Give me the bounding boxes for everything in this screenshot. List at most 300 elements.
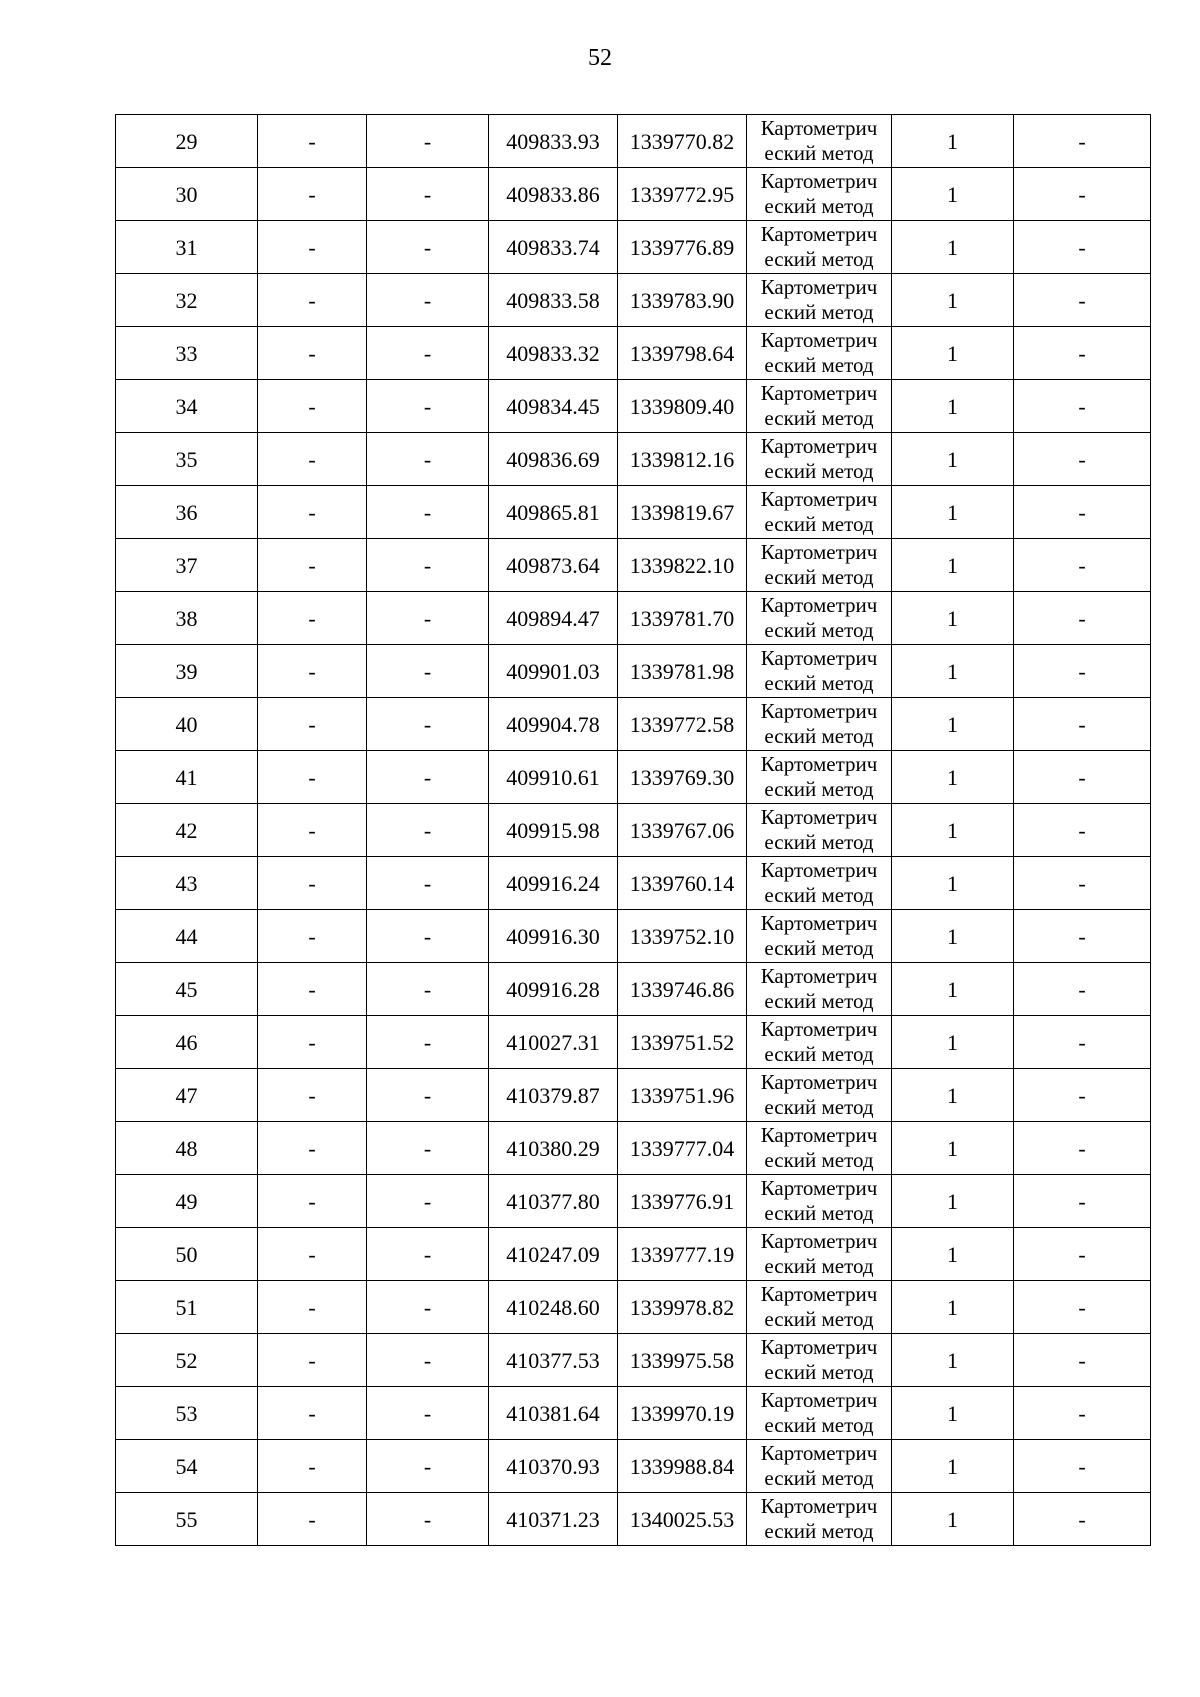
point-number-cell: 33	[116, 327, 258, 380]
empty-value-cell: -	[367, 592, 489, 645]
note-cell: -	[1014, 592, 1151, 645]
method-cell	[747, 327, 892, 380]
point-number-cell: 37	[116, 539, 258, 592]
note-cell: -	[1014, 804, 1151, 857]
accuracy-cell: 1	[892, 1228, 1014, 1281]
note-cell: -	[1014, 539, 1151, 592]
table-row	[116, 963, 1151, 1016]
point-number-cell: 39	[116, 645, 258, 698]
note-cell: -	[1014, 1122, 1151, 1175]
method-text-line-1: Картометрич	[760, 1229, 878, 1253]
note-cell: -	[1014, 751, 1151, 804]
accuracy-cell: 1	[892, 274, 1014, 327]
table-row	[116, 1175, 1151, 1228]
method-text-line-1: Картометрич	[760, 593, 878, 617]
method-cell	[747, 751, 892, 804]
table-row	[116, 1016, 1151, 1069]
note-cell: -	[1014, 1440, 1151, 1493]
method-text-line-2: еский метод	[764, 830, 874, 854]
method-text-line-1: Картометрич	[760, 434, 878, 458]
method-cell	[747, 1281, 892, 1334]
method-text-line-1: Картометрич	[760, 328, 878, 352]
accuracy-cell: 1	[892, 1493, 1014, 1546]
accuracy-cell: 1	[892, 115, 1014, 168]
method-text-line-2: еский метод	[764, 565, 874, 589]
method-text-line-1: Картометрич	[760, 1123, 878, 1147]
method-text-line-2: еский метод	[764, 618, 874, 642]
y-coordinate-cell: 1339772.95	[618, 168, 747, 221]
table-row	[116, 168, 1151, 221]
method-text-line-1: Картометрич	[760, 964, 878, 988]
table-row	[116, 910, 1151, 963]
method-cell	[747, 857, 892, 910]
note-cell: -	[1014, 168, 1151, 221]
note-cell: -	[1014, 963, 1151, 1016]
accuracy-cell: 1	[892, 645, 1014, 698]
x-coordinate-cell: 409836.69	[489, 433, 618, 486]
table-row	[116, 1228, 1151, 1281]
y-coordinate-cell: 1339751.52	[618, 1016, 747, 1069]
method-text-line-1: Картометрич	[760, 1335, 878, 1359]
x-coordinate-cell: 409916.28	[489, 963, 618, 1016]
empty-value-cell: -	[367, 1440, 489, 1493]
accuracy-cell: 1	[892, 1440, 1014, 1493]
x-coordinate-cell: 410377.53	[489, 1334, 618, 1387]
table-row	[116, 645, 1151, 698]
empty-value-cell: -	[367, 327, 489, 380]
table-row	[116, 1334, 1151, 1387]
x-coordinate-cell: 409916.30	[489, 910, 618, 963]
note-cell: -	[1014, 1175, 1151, 1228]
y-coordinate-cell: 1339752.10	[618, 910, 747, 963]
empty-value-cell: -	[258, 1387, 367, 1440]
empty-value-cell: -	[258, 804, 367, 857]
point-number-cell: 31	[116, 221, 258, 274]
note-cell: -	[1014, 910, 1151, 963]
method-text-line-1: Картометрич	[760, 1070, 878, 1094]
accuracy-cell: 1	[892, 1122, 1014, 1175]
method-text-line-2: еский метод	[764, 1095, 874, 1119]
method-text-line-2: еский метод	[764, 1466, 874, 1490]
method-cell	[747, 1228, 892, 1281]
method-text-line-1: Картометрич	[760, 1441, 878, 1465]
accuracy-cell: 1	[892, 963, 1014, 1016]
empty-value-cell: -	[367, 698, 489, 751]
method-text-line-1: Картометрич	[760, 540, 878, 564]
method-text-line-1: Картометрич	[760, 911, 878, 935]
table-row	[116, 1440, 1151, 1493]
point-number-cell: 53	[116, 1387, 258, 1440]
method-text-line-2: еский метод	[764, 512, 874, 536]
accuracy-cell: 1	[892, 327, 1014, 380]
method-text-line-1: Картометрич	[760, 1388, 878, 1412]
accuracy-cell: 1	[892, 1334, 1014, 1387]
x-coordinate-cell: 409833.32	[489, 327, 618, 380]
accuracy-cell: 1	[892, 486, 1014, 539]
x-coordinate-cell: 410248.60	[489, 1281, 618, 1334]
empty-value-cell: -	[367, 115, 489, 168]
y-coordinate-cell: 1339783.90	[618, 274, 747, 327]
x-coordinate-cell: 409915.98	[489, 804, 618, 857]
table-row	[116, 380, 1151, 433]
note-cell: -	[1014, 645, 1151, 698]
method-text-line-1: Картометрич	[760, 381, 878, 405]
method-text-line-2: еский метод	[764, 300, 874, 324]
method-text-line-1: Картометрич	[760, 222, 878, 246]
accuracy-cell: 1	[892, 698, 1014, 751]
method-text-line-2: еский метод	[764, 459, 874, 483]
accuracy-cell: 1	[892, 221, 1014, 274]
empty-value-cell: -	[258, 1334, 367, 1387]
y-coordinate-cell: 1339746.86	[618, 963, 747, 1016]
method-text-line-2: еский метод	[764, 1307, 874, 1331]
table-row	[116, 327, 1151, 380]
point-number-cell: 48	[116, 1122, 258, 1175]
accuracy-cell: 1	[892, 380, 1014, 433]
note-cell: -	[1014, 1228, 1151, 1281]
method-text-line-2: еский метод	[764, 1254, 874, 1278]
accuracy-cell: 1	[892, 751, 1014, 804]
method-text-line-2: еский метод	[764, 406, 874, 430]
accuracy-cell: 1	[892, 857, 1014, 910]
table-row	[116, 1069, 1151, 1122]
y-coordinate-cell: 1339819.67	[618, 486, 747, 539]
empty-value-cell: -	[367, 1228, 489, 1281]
empty-value-cell: -	[258, 1016, 367, 1069]
accuracy-cell: 1	[892, 1016, 1014, 1069]
x-coordinate-cell: 409865.81	[489, 486, 618, 539]
empty-value-cell: -	[258, 327, 367, 380]
empty-value-cell: -	[258, 1228, 367, 1281]
method-cell	[747, 698, 892, 751]
method-text-line-1: Картометрич	[760, 752, 878, 776]
table-row	[116, 274, 1151, 327]
method-text-line-2: еский метод	[764, 194, 874, 218]
table-row	[116, 1281, 1151, 1334]
table-row	[116, 804, 1151, 857]
table-row	[116, 221, 1151, 274]
y-coordinate-cell: 1339770.82	[618, 115, 747, 168]
point-number-cell: 38	[116, 592, 258, 645]
method-text-line-2: еский метод	[764, 1201, 874, 1225]
method-text-line-2: еский метод	[764, 671, 874, 695]
empty-value-cell: -	[367, 274, 489, 327]
empty-value-cell: -	[258, 486, 367, 539]
point-number-cell: 49	[116, 1175, 258, 1228]
method-text-line-1: Картометрич	[760, 275, 878, 299]
empty-value-cell: -	[367, 857, 489, 910]
note-cell: -	[1014, 1281, 1151, 1334]
method-text-line-1: Картометрич	[760, 805, 878, 829]
y-coordinate-cell: 1339798.64	[618, 327, 747, 380]
point-number-cell: 41	[116, 751, 258, 804]
method-cell	[747, 1069, 892, 1122]
x-coordinate-cell: 410379.87	[489, 1069, 618, 1122]
method-text-line-1: Картометрич	[760, 646, 878, 670]
table-row	[116, 592, 1151, 645]
x-coordinate-cell: 409833.93	[489, 115, 618, 168]
point-number-cell: 45	[116, 963, 258, 1016]
note-cell: -	[1014, 1069, 1151, 1122]
y-coordinate-cell: 1339776.91	[618, 1175, 747, 1228]
method-text-line-1: Картометрич	[760, 1017, 878, 1041]
empty-value-cell: -	[258, 274, 367, 327]
x-coordinate-cell: 410371.23	[489, 1493, 618, 1546]
method-text-line-1: Картометрич	[760, 1282, 878, 1306]
empty-value-cell: -	[367, 1016, 489, 1069]
y-coordinate-cell: 1339781.70	[618, 592, 747, 645]
x-coordinate-cell: 409833.86	[489, 168, 618, 221]
method-text-line-2: еский метод	[764, 247, 874, 271]
empty-value-cell: -	[367, 168, 489, 221]
empty-value-cell: -	[258, 645, 367, 698]
method-text-line-2: еский метод	[764, 353, 874, 377]
accuracy-cell: 1	[892, 1387, 1014, 1440]
accuracy-cell: 1	[892, 168, 1014, 221]
empty-value-cell: -	[258, 910, 367, 963]
point-number-cell: 47	[116, 1069, 258, 1122]
method-cell	[747, 274, 892, 327]
point-number-cell: 46	[116, 1016, 258, 1069]
empty-value-cell: -	[367, 963, 489, 1016]
table-row	[116, 857, 1151, 910]
empty-value-cell: -	[367, 645, 489, 698]
empty-value-cell: -	[367, 1069, 489, 1122]
empty-value-cell: -	[258, 1440, 367, 1493]
x-coordinate-cell: 409916.24	[489, 857, 618, 910]
point-number-cell: 40	[116, 698, 258, 751]
accuracy-cell: 1	[892, 1281, 1014, 1334]
table-row	[116, 1122, 1151, 1175]
y-coordinate-cell: 1339772.58	[618, 698, 747, 751]
point-number-cell: 50	[116, 1228, 258, 1281]
method-cell	[747, 1493, 892, 1546]
x-coordinate-cell: 409833.74	[489, 221, 618, 274]
accuracy-cell: 1	[892, 592, 1014, 645]
point-number-cell: 42	[116, 804, 258, 857]
empty-value-cell: -	[367, 1334, 489, 1387]
note-cell: -	[1014, 1334, 1151, 1387]
empty-value-cell: -	[258, 433, 367, 486]
method-text-line-1: Картометрич	[760, 169, 878, 193]
method-cell	[747, 1387, 892, 1440]
point-number-cell: 35	[116, 433, 258, 486]
method-cell	[747, 1175, 892, 1228]
empty-value-cell: -	[258, 115, 367, 168]
point-number-cell: 29	[116, 115, 258, 168]
point-number-cell: 52	[116, 1334, 258, 1387]
y-coordinate-cell: 1339975.58	[618, 1334, 747, 1387]
empty-value-cell: -	[367, 433, 489, 486]
coordinates-table	[115, 114, 1151, 1546]
note-cell: -	[1014, 1387, 1151, 1440]
point-number-cell: 55	[116, 1493, 258, 1546]
empty-value-cell: -	[367, 1122, 489, 1175]
method-text-line-2: еский метод	[764, 724, 874, 748]
method-text-line-2: еский метод	[764, 777, 874, 801]
note-cell: -	[1014, 380, 1151, 433]
table-row	[116, 539, 1151, 592]
method-text-line-2: еский метод	[764, 1148, 874, 1172]
point-number-cell: 34	[116, 380, 258, 433]
method-text-line-2: еский метод	[764, 1413, 874, 1437]
y-coordinate-cell: 1339822.10	[618, 539, 747, 592]
method-cell	[747, 963, 892, 1016]
method-text-line-1: Картометрич	[760, 1176, 878, 1200]
point-number-cell: 30	[116, 168, 258, 221]
point-number-cell: 51	[116, 1281, 258, 1334]
x-coordinate-cell: 409873.64	[489, 539, 618, 592]
table-body	[116, 115, 1151, 1546]
method-text-line-2: еский метод	[764, 1519, 874, 1543]
method-cell	[747, 910, 892, 963]
empty-value-cell: -	[258, 539, 367, 592]
empty-value-cell: -	[367, 1493, 489, 1546]
method-cell	[747, 804, 892, 857]
accuracy-cell: 1	[892, 910, 1014, 963]
table-row	[116, 698, 1151, 751]
method-text-line-1: Картометрич	[760, 1494, 878, 1518]
accuracy-cell: 1	[892, 1069, 1014, 1122]
accuracy-cell: 1	[892, 804, 1014, 857]
empty-value-cell: -	[367, 910, 489, 963]
method-cell	[747, 486, 892, 539]
empty-value-cell: -	[367, 380, 489, 433]
note-cell: -	[1014, 221, 1151, 274]
method-cell	[747, 1016, 892, 1069]
note-cell: -	[1014, 698, 1151, 751]
point-number-cell: 43	[116, 857, 258, 910]
method-text-line-1: Картометрич	[760, 858, 878, 882]
point-number-cell: 44	[116, 910, 258, 963]
note-cell: -	[1014, 115, 1151, 168]
y-coordinate-cell: 1339812.16	[618, 433, 747, 486]
y-coordinate-cell: 1340025.53	[618, 1493, 747, 1546]
empty-value-cell: -	[258, 857, 367, 910]
empty-value-cell: -	[258, 592, 367, 645]
y-coordinate-cell: 1339777.19	[618, 1228, 747, 1281]
note-cell: -	[1014, 1016, 1151, 1069]
method-text-line-1: Картометрич	[760, 116, 878, 140]
method-cell	[747, 433, 892, 486]
table-row	[116, 433, 1151, 486]
method-cell	[747, 645, 892, 698]
empty-value-cell: -	[258, 963, 367, 1016]
method-text-line-2: еский метод	[764, 141, 874, 165]
y-coordinate-cell: 1339978.82	[618, 1281, 747, 1334]
x-coordinate-cell: 409833.58	[489, 274, 618, 327]
empty-value-cell: -	[367, 804, 489, 857]
method-cell	[747, 539, 892, 592]
empty-value-cell: -	[258, 221, 367, 274]
method-text-line-1: Картометрич	[760, 699, 878, 723]
empty-value-cell: -	[258, 751, 367, 804]
note-cell: -	[1014, 274, 1151, 327]
x-coordinate-cell: 409894.47	[489, 592, 618, 645]
empty-value-cell: -	[367, 1175, 489, 1228]
empty-value-cell: -	[367, 539, 489, 592]
note-cell: -	[1014, 433, 1151, 486]
method-cell	[747, 1334, 892, 1387]
method-cell	[747, 115, 892, 168]
empty-value-cell: -	[258, 1175, 367, 1228]
empty-value-cell: -	[258, 1281, 367, 1334]
method-text-line-2: еский метод	[764, 883, 874, 907]
method-text-line-1: Картометрич	[760, 487, 878, 511]
table-row	[116, 1387, 1151, 1440]
point-number-cell: 54	[116, 1440, 258, 1493]
accuracy-cell: 1	[892, 1175, 1014, 1228]
y-coordinate-cell: 1339970.19	[618, 1387, 747, 1440]
accuracy-cell: 1	[892, 433, 1014, 486]
table-row	[116, 486, 1151, 539]
method-text-line-2: еский метод	[764, 1360, 874, 1384]
method-cell	[747, 221, 892, 274]
table-row	[116, 751, 1151, 804]
x-coordinate-cell: 409910.61	[489, 751, 618, 804]
empty-value-cell: -	[367, 751, 489, 804]
y-coordinate-cell: 1339751.96	[618, 1069, 747, 1122]
method-cell	[747, 592, 892, 645]
y-coordinate-cell: 1339769.30	[618, 751, 747, 804]
empty-value-cell: -	[258, 168, 367, 221]
x-coordinate-cell: 410377.80	[489, 1175, 618, 1228]
method-cell	[747, 1440, 892, 1493]
table-row	[116, 1493, 1151, 1546]
empty-value-cell: -	[258, 1122, 367, 1175]
x-coordinate-cell: 410027.31	[489, 1016, 618, 1069]
table-row	[116, 115, 1151, 168]
note-cell: -	[1014, 327, 1151, 380]
y-coordinate-cell: 1339776.89	[618, 221, 747, 274]
point-number-cell: 32	[116, 274, 258, 327]
empty-value-cell: -	[367, 221, 489, 274]
point-number-cell: 36	[116, 486, 258, 539]
note-cell: -	[1014, 1493, 1151, 1546]
empty-value-cell: -	[367, 1387, 489, 1440]
x-coordinate-cell: 410247.09	[489, 1228, 618, 1281]
empty-value-cell: -	[258, 380, 367, 433]
note-cell: -	[1014, 857, 1151, 910]
empty-value-cell: -	[258, 1493, 367, 1546]
x-coordinate-cell: 410381.64	[489, 1387, 618, 1440]
y-coordinate-cell: 1339988.84	[618, 1440, 747, 1493]
y-coordinate-cell: 1339767.06	[618, 804, 747, 857]
method-cell	[747, 1122, 892, 1175]
note-cell: -	[1014, 486, 1151, 539]
accuracy-cell: 1	[892, 539, 1014, 592]
method-cell	[747, 168, 892, 221]
y-coordinate-cell: 1339760.14	[618, 857, 747, 910]
y-coordinate-cell: 1339777.04	[618, 1122, 747, 1175]
x-coordinate-cell: 409901.03	[489, 645, 618, 698]
x-coordinate-cell: 409834.45	[489, 380, 618, 433]
empty-value-cell: -	[367, 1281, 489, 1334]
x-coordinate-cell: 409904.78	[489, 698, 618, 751]
x-coordinate-cell: 410370.93	[489, 1440, 618, 1493]
empty-value-cell: -	[258, 698, 367, 751]
empty-value-cell: -	[258, 1069, 367, 1122]
x-coordinate-cell: 410380.29	[489, 1122, 618, 1175]
y-coordinate-cell: 1339781.98	[618, 645, 747, 698]
method-text-line-2: еский метод	[764, 989, 874, 1013]
method-text-line-2: еский метод	[764, 1042, 874, 1066]
method-text-line-2: еский метод	[764, 936, 874, 960]
empty-value-cell: -	[367, 486, 489, 539]
method-cell	[747, 380, 892, 433]
y-coordinate-cell: 1339809.40	[618, 380, 747, 433]
page-number: 52	[588, 45, 612, 71]
